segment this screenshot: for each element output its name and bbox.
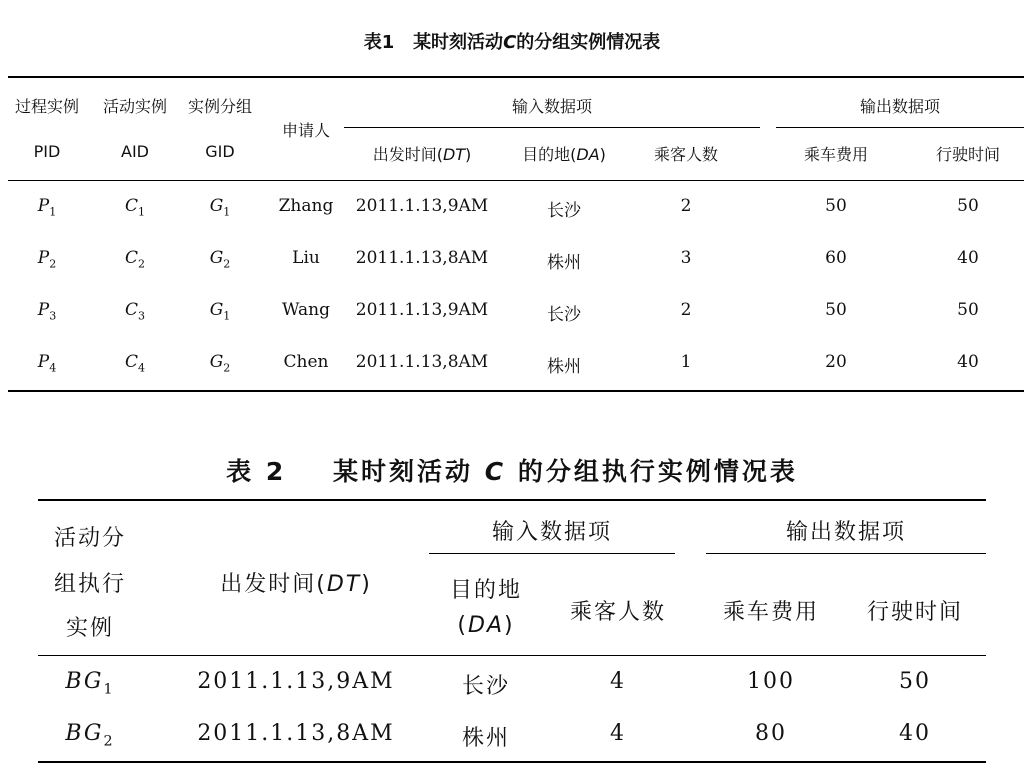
table2-cell-travel-time: 50 — [899, 669, 931, 694]
table1-header-travel-time: 行驶时间 — [935, 145, 1000, 164]
table1-cell-pid-symbol: P — [37, 248, 50, 268]
table1-cell-pid-symbol: P — [37, 196, 50, 216]
table1-cell-gid-index: 1 — [223, 309, 231, 323]
table2-header-dest-var: (DA) — [457, 613, 515, 638]
table2-input-rule — [429, 553, 675, 554]
table2-header-fare: 乘车费用 — [722, 600, 819, 625]
table1-cell-destination: 株州 — [547, 253, 581, 273]
table1-cell-depart-time: 2011.1.13,9AM — [355, 300, 489, 320]
table1-header-passengers: 乘客人数 — [653, 145, 718, 164]
table2-cell-group-instance-symbol: BG — [65, 669, 104, 694]
table2-cell-destination: 株州 — [461, 726, 510, 751]
table1-cell-pid — [8, 300, 86, 322]
table2-cell-group-instance — [44, 669, 136, 697]
table1-cell-fare: 50 — [825, 196, 847, 216]
table2-cell-travel-time: 40 — [899, 721, 931, 746]
table1-caption-var: C — [503, 32, 517, 53]
table1-cell-applicant: Wang — [282, 300, 330, 320]
table1-cell-depart-time: 2011.1.13,8AM — [355, 352, 489, 372]
table2-header-output-group: 输出数据项 — [785, 520, 906, 545]
table2-caption-suffix: 的分组执行实例情况表 — [517, 457, 798, 486]
table1-cell-aid-index: 3 — [137, 309, 146, 323]
table2-cell-group-instance — [44, 721, 136, 749]
table1 — [8, 76, 1024, 392]
table1-bottom-rule — [8, 390, 1024, 392]
table2 — [38, 499, 986, 765]
table1-header-input-group: 输入数据项 — [511, 97, 592, 116]
table1-header-output-group: 输出数据项 — [859, 97, 940, 116]
table2-header-group-line1: 活动分 — [53, 526, 126, 551]
table1-header-pid-cn: 过程实例 — [14, 97, 79, 116]
table1-cell-pid-symbol: P — [37, 352, 50, 372]
table1-header-dest-label: 目的地 — [522, 145, 571, 164]
table2-caption-var: C — [484, 457, 507, 486]
table2-caption — [0, 452, 1024, 488]
table1-header-dest: 目的地(DA) — [522, 145, 606, 164]
table2-cell-group-instance-index: 2 — [103, 733, 115, 750]
table1-cell-pid — [8, 352, 86, 374]
table1-cell-depart-time: 2011.1.13,8AM — [355, 248, 489, 268]
table1-header-aid-en: AID — [121, 142, 149, 161]
table1-cell-pid-index: 3 — [49, 309, 57, 323]
table1-cell-gid-symbol: G — [209, 196, 224, 216]
table2-header-travel-time: 行驶时间 — [866, 600, 963, 625]
table2-cell-group-instance-index: 1 — [103, 681, 115, 698]
table2-cell-passengers: 4 — [610, 669, 626, 694]
table1-cell-gid-symbol: G — [209, 352, 224, 372]
table1-header-gid-en: GID — [205, 142, 235, 161]
table1-top-rule — [8, 76, 1024, 78]
table1-caption-suffix: 的分组实例情况表 — [516, 32, 661, 53]
table1-cell-gid — [180, 352, 260, 374]
table1-header-aid-cn: 活动实例 — [102, 97, 167, 116]
table2-header-depart-var: DT — [326, 572, 362, 597]
table1-cell-gid-index: 1 — [223, 205, 231, 219]
table1-cell-aid-symbol: C — [124, 300, 138, 320]
table1-header-depart: 出发时间(DT) — [372, 145, 472, 164]
table1-cell-aid-index: 1 — [137, 205, 146, 219]
table2-header-rule — [38, 655, 986, 656]
table1-cell-gid — [180, 196, 260, 218]
table1-header-rule — [8, 180, 1024, 181]
table1-cell-aid — [96, 248, 174, 270]
table2-output-rule — [706, 553, 986, 554]
table1-cell-passengers: 2 — [680, 196, 692, 216]
table1-cell-pid — [8, 248, 86, 270]
table1-cell-aid — [96, 300, 174, 322]
table1-cell-fare: 20 — [825, 352, 847, 372]
table1-cell-travel-time: 40 — [957, 248, 979, 268]
table1-cell-aid — [96, 352, 174, 374]
table2-caption-text: 某时刻活动 — [333, 457, 474, 486]
table1-header-fare: 乘车费用 — [803, 145, 868, 164]
table1-cell-gid — [180, 300, 260, 322]
table2-cell-fare: 80 — [755, 721, 787, 746]
table2-cell-group-instance-symbol: BG — [65, 721, 104, 746]
table1-cell-applicant: Zhang — [278, 196, 334, 216]
table1-cell-aid-symbol: C — [124, 196, 138, 216]
table2-cell-depart-time: 2011.1.13,9AM — [197, 669, 395, 694]
table1-cell-gid-symbol: G — [209, 300, 224, 320]
table2-header-group-line3: 实例 — [65, 616, 114, 641]
table1-caption-text: 某时刻活动 — [413, 32, 504, 53]
table2-header-passengers: 乘客人数 — [569, 600, 666, 625]
table2-header-depart: 出发时间(DT) — [220, 572, 372, 597]
table2-header-depart-label: 出发时间 — [220, 572, 317, 597]
table1-cell-aid-index: 2 — [137, 257, 146, 271]
table2-header-group-line2: 组执行 — [53, 572, 126, 597]
table2-header-dest-label: 目的地 — [449, 578, 522, 603]
table1-cell-passengers: 2 — [680, 300, 692, 320]
table2-cell-depart-time: 2011.1.13,8AM — [197, 721, 395, 746]
table1-cell-gid-index: 2 — [223, 257, 231, 271]
table1-header-applicant: 申请人 — [281, 121, 330, 140]
table2-cell-passengers: 4 — [610, 721, 626, 746]
table2-top-rule — [38, 499, 986, 501]
table1-header-gid-cn: 实例分组 — [187, 97, 252, 116]
table1-caption — [0, 28, 1024, 54]
table1-header-depart-label: 出发时间 — [372, 145, 437, 164]
table1-cell-applicant: Liu — [292, 248, 320, 268]
table2-header-input-group: 输入数据项 — [491, 520, 612, 545]
table1-cell-passengers: 1 — [680, 352, 692, 372]
table1-cell-fare: 50 — [825, 300, 847, 320]
table1-cell-travel-time: 40 — [957, 352, 979, 372]
table2-caption-number: 表 2 — [226, 457, 287, 486]
table1-header-depart-var: DT — [442, 145, 466, 164]
table1-cell-travel-time: 50 — [957, 300, 979, 320]
table1-cell-travel-time: 50 — [957, 196, 979, 216]
table1-cell-pid-index: 4 — [49, 361, 57, 375]
table1-header-dest-var: DA — [576, 145, 600, 164]
table1-header-pid-en: PID — [33, 142, 61, 161]
table2-cell-fare: 100 — [747, 669, 795, 694]
table1-cell-pid-symbol: P — [37, 300, 50, 320]
table1-cell-passengers: 3 — [680, 248, 692, 268]
table1-cell-destination: 长沙 — [547, 305, 581, 325]
table1-cell-applicant: Chen — [283, 352, 329, 372]
table1-cell-gid — [180, 248, 260, 270]
table1-cell-aid-symbol: C — [124, 352, 138, 372]
table1-cell-destination: 长沙 — [547, 201, 581, 221]
table2-header-dest-var-text: DA — [468, 613, 504, 638]
table2-bottom-rule — [38, 761, 986, 763]
table1-input-rule — [344, 127, 760, 128]
table1-cell-aid-symbol: C — [124, 248, 138, 268]
table1-caption-number: 表1 — [363, 32, 395, 53]
table1-cell-destination: 株州 — [547, 357, 581, 377]
table1-cell-aid — [96, 196, 174, 218]
table1-output-rule — [776, 127, 1024, 128]
table1-cell-fare: 60 — [825, 248, 847, 268]
table1-cell-aid-index: 4 — [137, 361, 146, 375]
table1-cell-depart-time: 2011.1.13,9AM — [355, 196, 489, 216]
table2-cell-destination: 长沙 — [461, 674, 510, 699]
table1-cell-pid-index: 1 — [49, 205, 57, 219]
table1-cell-gid-symbol: G — [209, 248, 224, 268]
table1-cell-pid — [8, 196, 86, 218]
table1-cell-pid-index: 2 — [49, 257, 57, 271]
table1-cell-gid-index: 2 — [223, 361, 231, 375]
